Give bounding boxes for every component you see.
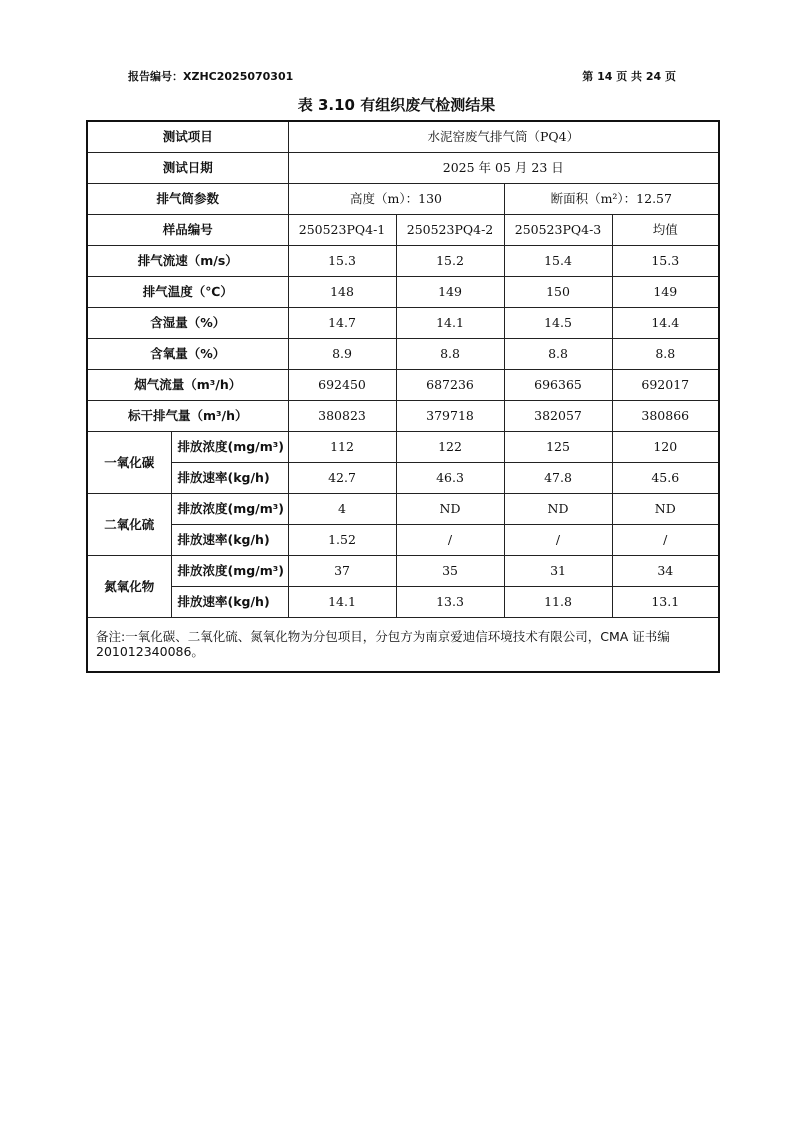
sample-id: 250523PQ4-2 [396,214,504,245]
sample-id: 250523PQ4-1 [288,214,396,245]
cell-value: 692017 [612,369,719,400]
row-label: 标干排气量（m³/h） [87,400,288,431]
cell-value: 14.5 [504,307,612,338]
sample-label: 样品编号 [87,214,288,245]
table-note: 备注:一氧化碳、二氧化硫、氮氧化物为分包项目，分包方为南京爱迪信环境技术有限公司，CMA 证书编 201012340086。 [87,617,719,672]
concentration-label: 排放浓度(mg/m³) [171,431,288,462]
cell-value: 112 [288,431,396,462]
rate-label: 排放速率(kg/h) [171,586,288,617]
cell-value: 45.6 [612,462,719,493]
table-row [87,493,719,524]
pollutant-name: 氮氧化物 [87,555,171,617]
stack-area: 断面积（m²）：12.57 [504,183,719,214]
table-row [87,555,719,586]
cell-value: 11.8 [504,586,612,617]
rate-label: 排放速率(kg/h) [171,524,288,555]
cell-value: 696365 [504,369,612,400]
cell-value: 15.2 [396,245,504,276]
cell-value: 379718 [396,400,504,431]
cell-value: 34 [612,555,719,586]
test-date-value: 2025 年 05 月 23 日 [288,152,719,183]
cell-value: 8.8 [396,338,504,369]
cell-value: 149 [612,276,719,307]
sample-id: 250523PQ4-3 [504,214,612,245]
pollutant-name: 二氧化硫 [87,493,171,555]
row-sample-ids [87,214,719,245]
table-row [87,245,719,276]
cell-value: 380866 [612,400,719,431]
cell-value: 42.7 [288,462,396,493]
cell-value: 15.3 [288,245,396,276]
cell-value: 380823 [288,400,396,431]
cell-value: 125 [504,431,612,462]
table-row [87,369,719,400]
cell-value: 8.8 [504,338,612,369]
cell-value: 4 [288,493,396,524]
report-number: 报告编号：XZHC2025070301 [128,70,294,83]
table-row [87,462,719,493]
cell-value: 14.1 [396,307,504,338]
rate-label: 排放速率(kg/h) [171,462,288,493]
cell-value: 692450 [288,369,396,400]
row-stack-params [87,183,719,214]
sample-average: 均值 [612,214,719,245]
row-label: 含氧量（%） [87,338,288,369]
page-number: 第 14 页 共 24 页 [582,70,676,83]
pollutant-name: 一氧化碳 [87,431,171,493]
cell-value: 13.1 [612,586,719,617]
cell-value: / [396,524,504,555]
table-row [87,338,719,369]
cell-value: 14.1 [288,586,396,617]
cell-value: / [504,524,612,555]
cell-value: 687236 [396,369,504,400]
table-row [87,307,719,338]
table-row [87,400,719,431]
note-row [87,617,719,672]
concentration-label: 排放浓度(mg/m³) [171,555,288,586]
cell-value: ND [612,493,719,524]
cell-value: ND [396,493,504,524]
cell-value: 47.8 [504,462,612,493]
row-label: 排气温度（℃） [87,276,288,307]
row-label: 排气流速（m/s） [87,245,288,276]
test-item-value: 水泥窑废气排气筒（PQ4） [288,121,719,152]
table-row [87,524,719,555]
cell-value: 15.4 [504,245,612,276]
results-table [86,120,720,673]
cell-value: 35 [396,555,504,586]
row-test-item [87,121,719,152]
row-test-date [87,152,719,183]
cell-value: 15.3 [612,245,719,276]
table-row [87,586,719,617]
concentration-label: 排放浓度(mg/m³) [171,493,288,524]
cell-value: 13.3 [396,586,504,617]
stack-param-label: 排气筒参数 [87,183,288,214]
cell-value: ND [504,493,612,524]
cell-value: 31 [504,555,612,586]
table-title: 表 3.10 有组织废气检测结果 [297,96,496,114]
cell-value: 37 [288,555,396,586]
cell-value: 14.4 [612,307,719,338]
stack-height: 高度（m）：130 [288,183,504,214]
cell-value: 149 [396,276,504,307]
cell-value: 8.9 [288,338,396,369]
page-header [128,68,676,84]
cell-value: 148 [288,276,396,307]
test-item-label: 测试项目 [87,121,288,152]
row-label: 含湿量（%） [87,307,288,338]
cell-value: 46.3 [396,462,504,493]
cell-value: 8.8 [612,338,719,369]
cell-value: 122 [396,431,504,462]
cell-value: 1.52 [288,524,396,555]
cell-value: / [612,524,719,555]
row-label: 烟气流量（m³/h） [87,369,288,400]
cell-value: 382057 [504,400,612,431]
test-date-label: 测试日期 [87,152,288,183]
table-row [87,276,719,307]
cell-value: 150 [504,276,612,307]
cell-value: 120 [612,431,719,462]
cell-value: 14.7 [288,307,396,338]
table-row [87,431,719,462]
